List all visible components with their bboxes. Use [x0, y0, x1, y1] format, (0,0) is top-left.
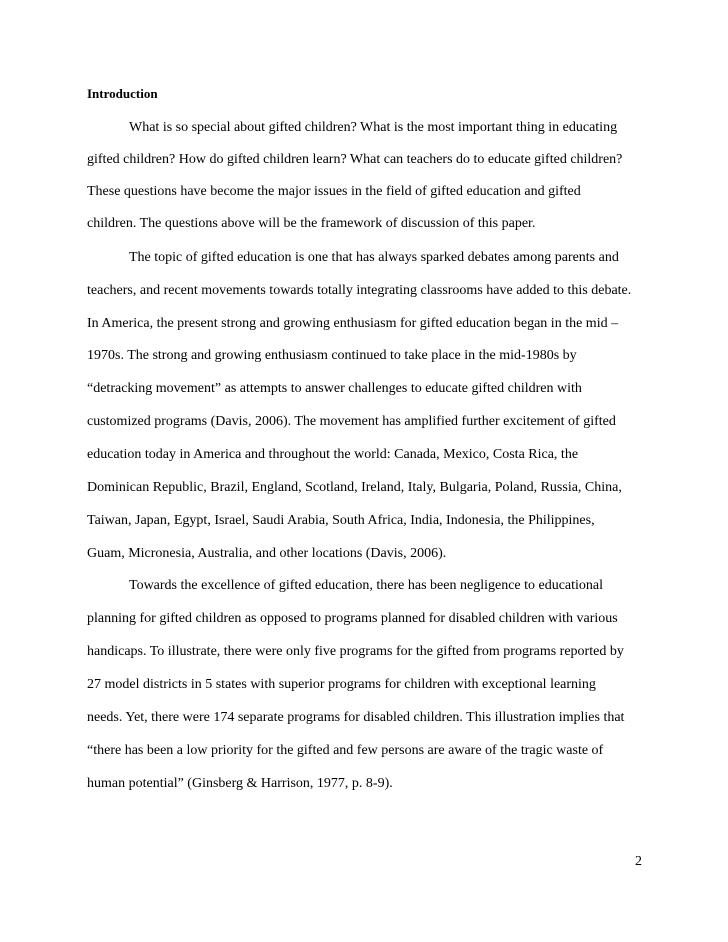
text-line: children. The questions above will be the framework of discussion of this paper. — [87, 216, 536, 231]
text-line: customized programs (Davis, 2006). The movement has amplified further excitement of gifted — [87, 414, 616, 429]
text-line: teachers, and recent movements towards totally integrating classrooms have added to this debate. — [87, 283, 632, 298]
text-line: These questions have become the major issues in the field of gifted education and gifted — [87, 184, 581, 199]
page-number: 2 — [635, 854, 642, 869]
text-line: human potential” (Ginsberg & Harrison, 1977, p. 8-9). — [87, 776, 393, 791]
text-line: Dominican Republic, Brazil, England, Scotland, Ireland, Italy, Bulgaria, Poland, Russia, China, — [87, 480, 622, 495]
text-line: “there has been a low priority for the gifted and few persons are aware of the tragic waste of — [87, 743, 604, 758]
text-line: gifted children? How do gifted children learn? What can teachers do to educate gifted children? — [87, 152, 623, 167]
text-line: planning for gifted children as opposed to programs planned for disabled children with various — [87, 611, 618, 626]
section-heading: Introduction — [87, 86, 158, 101]
text-line: 1970s. The strong and growing enthusiasm continued to take place in the mid-1980s by — [87, 348, 577, 363]
text-line: The topic of gifted education is one that has always sparked debates among parents and — [129, 250, 619, 265]
text-line: Taiwan, Japan, Egypt, Israel, Saudi Arabia, South Africa, India, Indonesia, the Philippines, — [87, 513, 595, 528]
text-line: In America, the present strong and growing enthusiasm for gifted education began in the mid – — [87, 316, 619, 331]
text-line: “detracking movement” as attempts to answer challenges to educate gifted children with — [87, 381, 582, 396]
text-line: Guam, Micronesia, Australia, and other locations (Davis, 2006). — [87, 546, 447, 561]
text-line: education today in America and throughout the world: Canada, Mexico, Costa Rica, the — [87, 447, 579, 462]
text-line: 27 model districts in 5 states with superior programs for children with exceptional learning — [87, 677, 596, 692]
text-line: What is so special about gifted children? What is the most important thing in educating — [129, 120, 618, 135]
text-line: Towards the excellence of gifted education, there has been negligence to educational — [129, 578, 604, 593]
text-line: handicaps. To illustrate, there were only five programs for the gifted from programs reported by — [87, 644, 624, 659]
text-line: needs. Yet, there were 174 separate programs for disabled children. This illustration implies that — [87, 710, 625, 725]
